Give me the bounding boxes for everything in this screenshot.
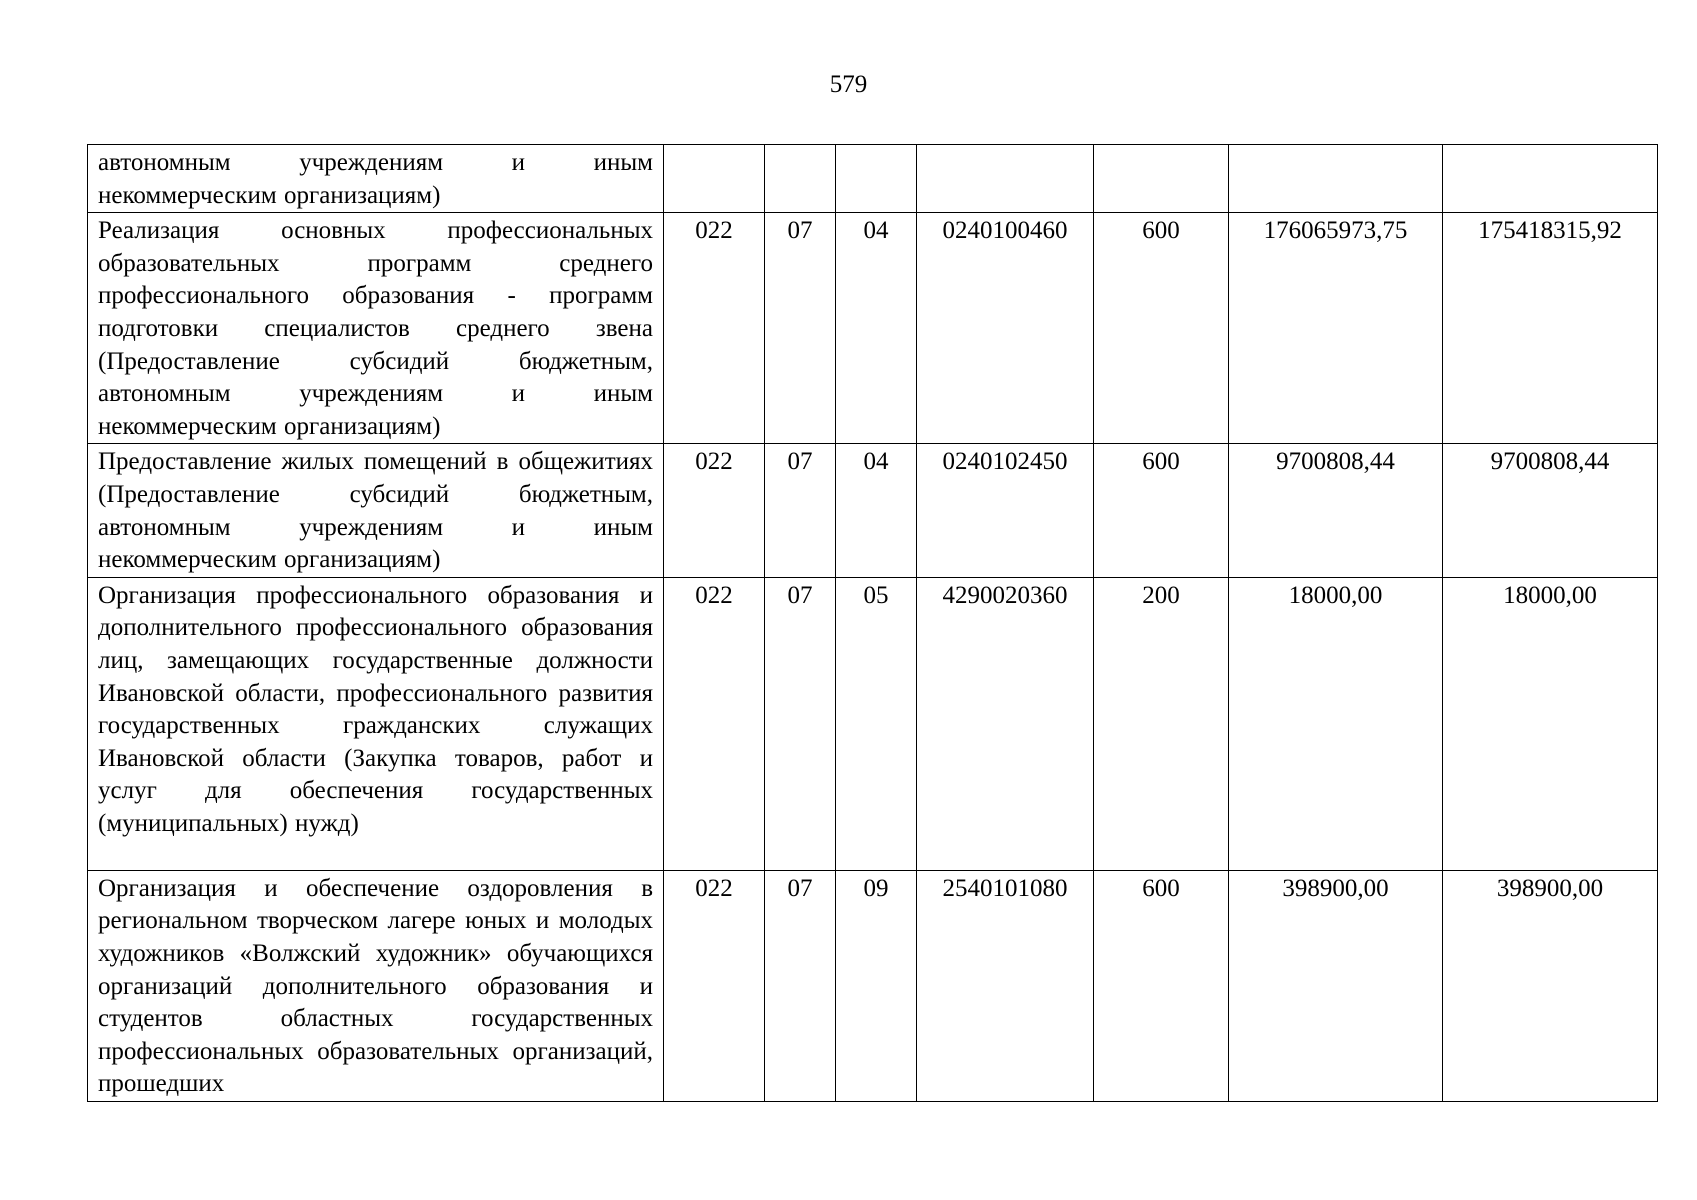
- row-description: Реализация основных профессиональных образовательных программ среднего профессионального образования - программ подготовки специалистов среднего звена (Предоставление субсидий бюджетным, автономным учреждениям и иным некоммерческим организациям): [88, 213, 664, 444]
- amount-2: 18000,00: [1443, 577, 1658, 870]
- section-code: 07: [765, 444, 836, 577]
- amount-1: 398900,00: [1229, 870, 1443, 1101]
- expense-type-code: 600: [1094, 444, 1229, 577]
- amount-1: 9700808,44: [1229, 444, 1443, 577]
- target-article-code: 4290020360: [917, 577, 1094, 870]
- page-number: 579: [829, 71, 868, 98]
- subsection-code: 09: [836, 870, 917, 1101]
- subsection-code: 04: [836, 444, 917, 577]
- expense-type-code: [1094, 145, 1229, 213]
- row-description: Организация профессионального образования и дополнительного профессионального образования лиц, замещающих государственные должности Ивановской области, профессионального развития государственных гражданских служащих Ивановской области (Закупка товаров, работ и услуг для обеспечения государственных (муниципальных) нужд): [88, 577, 664, 870]
- amount-1: [1229, 145, 1443, 213]
- target-article-code: 0240100460: [917, 213, 1094, 444]
- expense-type-code: 200: [1094, 577, 1229, 870]
- expense-type-code: 600: [1094, 213, 1229, 444]
- amount-1: 176065973,75: [1229, 213, 1443, 444]
- table-row: [88, 577, 1658, 870]
- grbs-code: 022: [664, 577, 765, 870]
- table-row: [88, 145, 1658, 213]
- amount-2: 175418315,92: [1443, 213, 1658, 444]
- grbs-code: 022: [664, 870, 765, 1101]
- section-code: 07: [765, 870, 836, 1101]
- grbs-code: [664, 145, 765, 213]
- row-description: Организация и обеспечение оздоровления в региональном творческом лагере юных и молодых художников «Волжский художник» обучающихся организаций дополнительного образования и студентов областных государственных профессиональных образовательных организаций, прошедших: [88, 870, 664, 1101]
- amount-2: 398900,00: [1443, 870, 1658, 1101]
- subsection-code: [836, 145, 917, 213]
- section-code: 07: [765, 213, 836, 444]
- subsection-code: 04: [836, 213, 917, 444]
- subsection-code: 05: [836, 577, 917, 870]
- budget-table: [87, 144, 1658, 1102]
- section-code: [765, 145, 836, 213]
- amount-2: [1443, 145, 1658, 213]
- amount-2: 9700808,44: [1443, 444, 1658, 577]
- table-row: [88, 870, 1658, 1101]
- expense-type-code: 600: [1094, 870, 1229, 1101]
- section-code: 07: [765, 577, 836, 870]
- row-description: автономным учреждениям и иным некоммерческим организациям): [88, 145, 664, 213]
- row-description: Предоставление жилых помещений в общежитиях (Предоставление субсидий бюджетным, автономным учреждениям и иным некоммерческим организациям): [88, 444, 664, 577]
- amount-1: 18000,00: [1229, 577, 1443, 870]
- target-article-code: 2540101080: [917, 870, 1094, 1101]
- target-article-code: 0240102450: [917, 444, 1094, 577]
- table-row: [88, 213, 1658, 444]
- target-article-code: [917, 145, 1094, 213]
- grbs-code: 022: [664, 213, 765, 444]
- table-row: [88, 444, 1658, 577]
- grbs-code: 022: [664, 444, 765, 577]
